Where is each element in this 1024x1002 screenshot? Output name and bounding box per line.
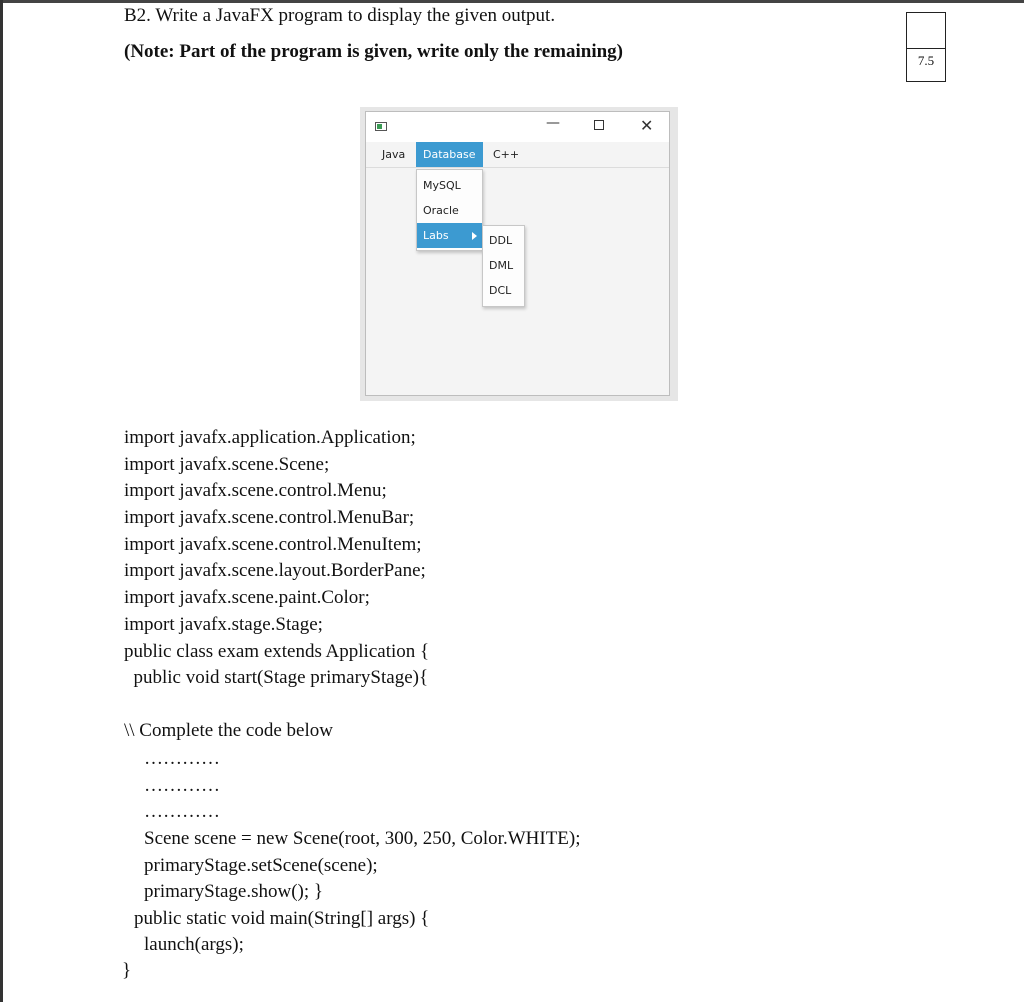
code-line: public void start(Stage primaryStage){ xyxy=(124,667,429,689)
placeholder-line: ………… xyxy=(144,774,220,796)
code-line: import javafx.scene.control.Menu; xyxy=(124,480,387,502)
menu-item-ddl[interactable]: DDL xyxy=(489,234,513,247)
submenu-arrow-icon xyxy=(472,232,477,240)
code-line: Scene scene = new Scene(root, 300, 250, Color.WHITE); xyxy=(144,828,581,849)
menu-cpp[interactable]: C++ xyxy=(493,148,520,161)
code-line: import javafx.scene.Scene; xyxy=(124,453,330,475)
code-line: public static void main(String[] args) { xyxy=(134,908,430,929)
code-tail-b xyxy=(134,906,429,933)
code-line: import javafx.application.Application; xyxy=(124,427,416,448)
code-line: import javafx.stage.Stage; xyxy=(124,613,323,635)
javafx-window xyxy=(365,111,670,396)
question-title: B2. Write a JavaFX program to display the given output. xyxy=(124,5,556,26)
code-line: public class exam extends Application { xyxy=(124,640,430,662)
menu-item-dml[interactable]: DML xyxy=(489,259,514,272)
app-icon xyxy=(375,122,387,131)
page-top-border xyxy=(0,0,1024,3)
window-titlebar xyxy=(366,112,669,142)
complete-comment: \\ Complete the code below xyxy=(124,720,333,741)
menu-bar xyxy=(366,142,669,168)
code-line: import javafx.scene.control.MenuItem; xyxy=(124,533,422,555)
score-box xyxy=(906,12,946,82)
labs-submenu xyxy=(482,225,525,307)
score-divider xyxy=(907,48,945,49)
placeholder-line: ………… xyxy=(144,748,220,769)
menu-java[interactable]: Java xyxy=(382,148,406,161)
code-placeholders xyxy=(144,746,220,826)
code-line: import javafx.scene.layout.BorderPane; xyxy=(124,560,426,582)
menu-item-labs-label: Labs xyxy=(423,229,449,242)
code-tail-c xyxy=(144,932,244,959)
code-line: import javafx.scene.paint.Color; xyxy=(124,587,370,609)
code-line: launch(args); xyxy=(144,934,244,955)
close-icon[interactable]: ✕ xyxy=(640,116,654,135)
page-left-border xyxy=(0,0,3,1002)
menu-database[interactable]: Database xyxy=(416,142,483,167)
code-tail-a xyxy=(144,826,581,906)
code-line: primaryStage.setScene(scene); xyxy=(144,854,378,876)
code-line: import javafx.scene.control.MenuBar; xyxy=(124,507,415,529)
menu-item-oracle[interactable]: Oracle xyxy=(423,204,459,217)
maximize-icon[interactable] xyxy=(594,120,604,130)
code-line: primaryStage.show(); } xyxy=(144,881,324,903)
menu-item-labs[interactable] xyxy=(417,223,482,248)
code-tail-d xyxy=(122,958,131,985)
database-dropdown xyxy=(416,169,483,251)
score-value: 7.5 xyxy=(917,53,935,68)
question-note: (Note: Part of the program is given, write only the remaining) xyxy=(124,41,624,62)
menu-item-mysql[interactable]: MySQL xyxy=(423,179,461,192)
code-line: } xyxy=(122,960,132,981)
placeholder-line: ………… xyxy=(144,801,220,823)
code-imports xyxy=(124,425,429,692)
menu-item-dcl[interactable]: DCL xyxy=(489,284,512,297)
minimize-icon[interactable]: — xyxy=(546,115,560,131)
